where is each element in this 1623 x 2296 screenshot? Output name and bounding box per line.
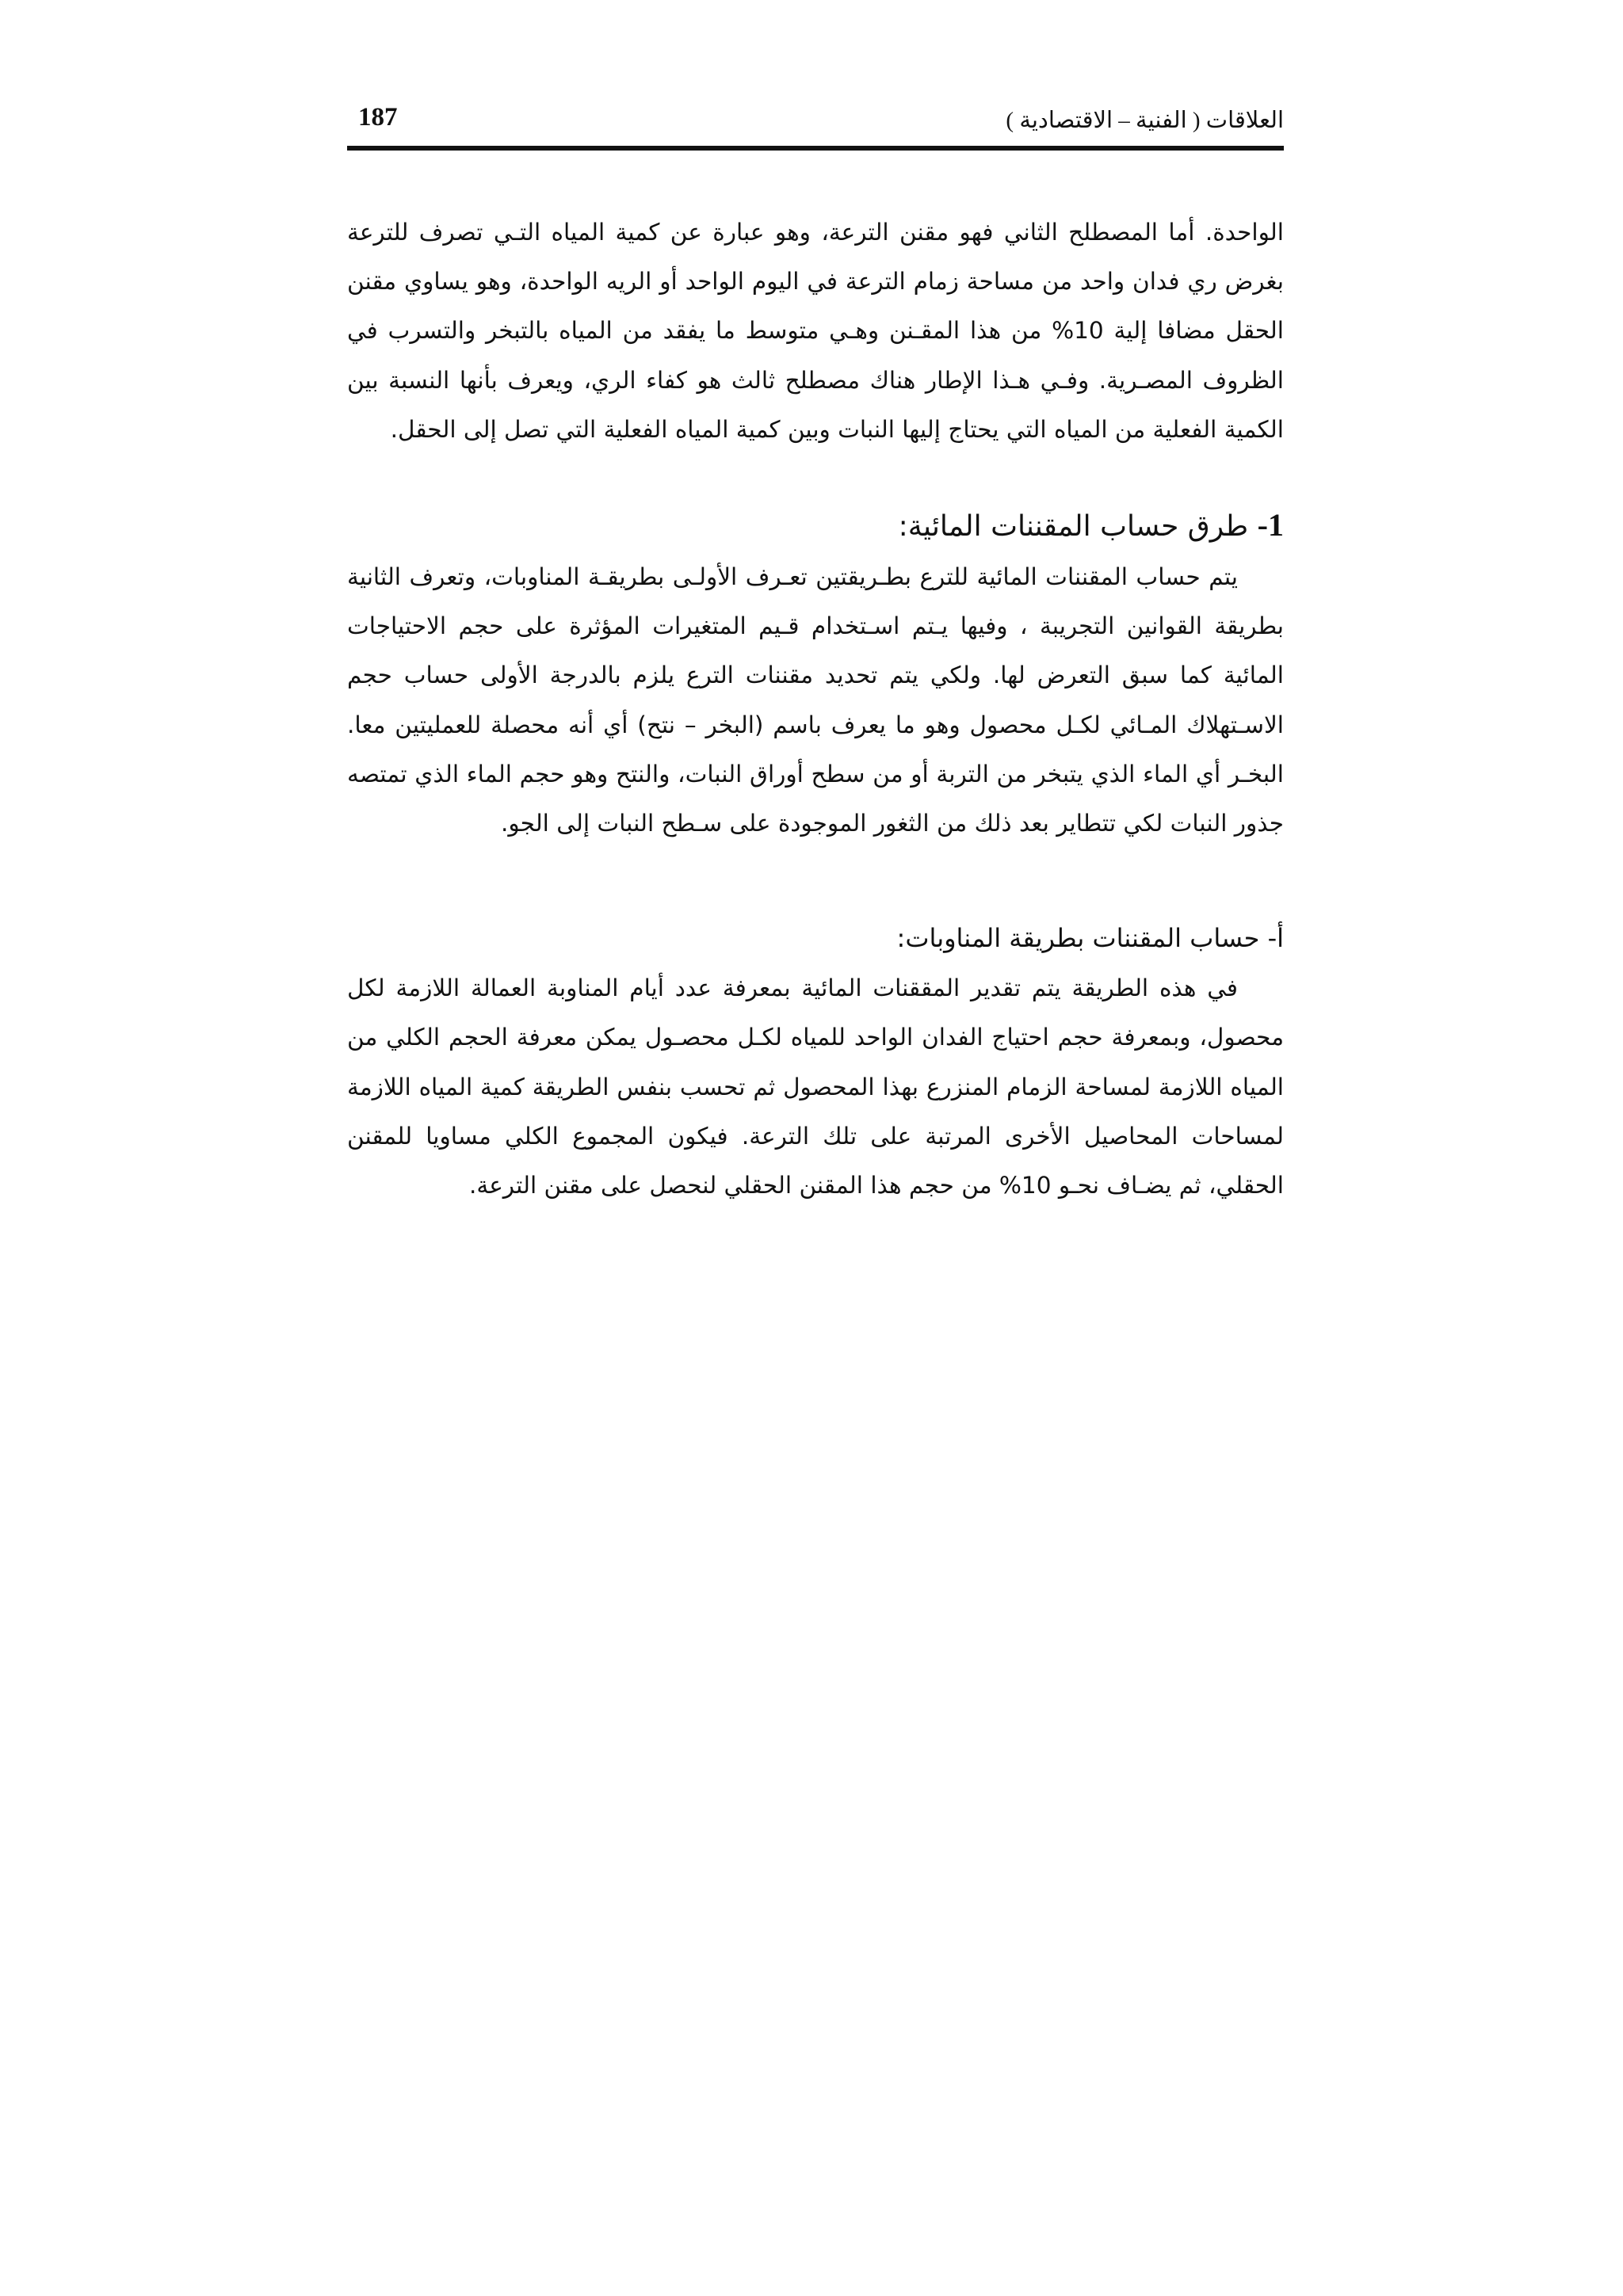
page-number: 187 — [358, 103, 398, 132]
subsection-paragraph: في هذه الطريقة يتم تقدير المققنات المائية بمعرفة عدد أيام المناوبة العمالة اللازمة لكل محصول، وبمعرفة حجم احتياج الفدان الواحد للمياه لكـل محصـول يمكن معرفة الحجم الكلي من المياه اللازمة لمساحة الزمام المنزرع بهذا المحصول ثم تحسب بنفس الطريقة كمية المياه اللازمة لمساحات المحاصيل الأخرى المرتبة على تلك الترعة. فيكون المجموع الكلي مساويا للمقنن الحقلي، ثم يضـاف نحـو 10% من حجم هذا المقنن الحقلي لنحصل على مقنن الترعة. — [347, 974, 1284, 1199]
page-body — [347, 208, 1284, 1210]
section-paragraph: يتم حساب المقننات المائية للترع بطـريقتين تعـرف الأولـى بطريقـة المناوبات، وتعرف الثانية بطريقة القوانين التجريبة ، وفيها يـتم اسـتخدام قـيم المتغيرات المؤثرة على حجم الاحتياجات المائية كما سبق التعرض لها. ولكي يتم تحديد مقننات الترع يلزم بالدرجة الأولى حساب حجم الاسـتهلاك المـائي لكـل محصول وهو ما يعرف باسم (البخر – نتح) أي أنه محصلة للعمليتين معا. البخـر أي الماء الذي يتبخر من التربة أو من سطح أوراق النبات، والنتح وهو حجم الماء الذي تمتصه جذور النبات لكي تتطاير بعد ذلك من الثغور الموجودة على سـطح النبات إلى الجو. — [347, 563, 1284, 837]
page-header — [347, 100, 1284, 147]
intro-paragraph: الواحدة. أما المصطلح الثاني فهو مقنن الترعة، وهو عبارة عن كمية المياه التـي تصرف للترعة بغرض ري فدان واحد من مساحة زمام الترعة في اليوم الواحد أو الريه الواحدة، وهو يساوي مقنن الحقل مضافا إلية 10% من هذا المقـنن وهـي متوسط ما يفقد من المياه بالتبخر والتسرب في الظروف المصـرية. وفـي هـذا الإطار هناك مصطلح ثالث هو كفاء الري، ويعرف بأنها النسبة بين الكمية الفعلية من المياه التي يحتاج إليها النبات وبين كمية المياه الفعلية التي تصل إلى الحقل. — [347, 219, 1284, 443]
section-title: طرق حساب المقننات المائية: — [898, 510, 1249, 543]
running-title: العلاقات ( الفنية – الاقتصادية ) — [1006, 108, 1284, 133]
section-number: 1- — [1257, 507, 1284, 543]
header-rule — [347, 146, 1284, 151]
subsection-heading: أ- حساب المقننات بطريقة المناوبات: — [896, 923, 1284, 954]
section-heading — [347, 500, 1284, 552]
